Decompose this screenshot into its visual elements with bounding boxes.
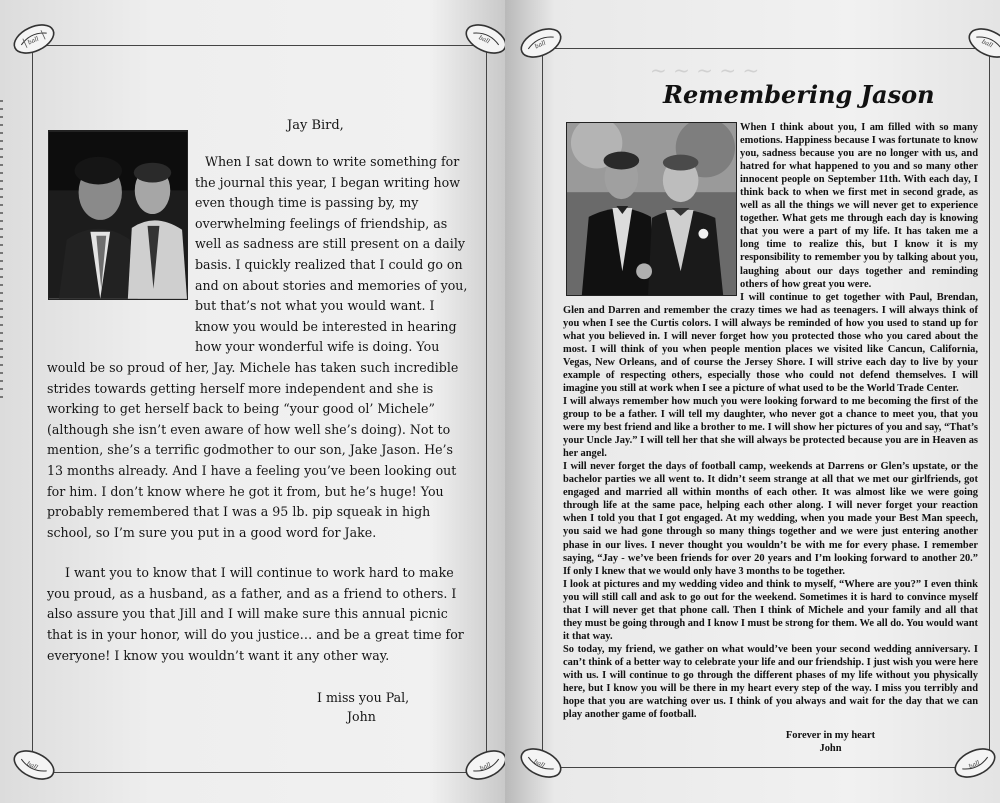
signoff-name: John	[819, 743, 842, 755]
letter-closing	[47, 688, 472, 726]
bleed-through-text: ~ ~ ~ ~ ~	[650, 58, 760, 82]
svg-text:ball: ball	[26, 35, 40, 47]
article-signoff	[563, 729, 978, 755]
svg-text:ball: ball	[532, 758, 546, 770]
article-body	[563, 121, 978, 755]
svg-text:ball: ball	[533, 39, 547, 51]
signature: John	[347, 709, 376, 725]
article-paragraph: I look at pictures and my wedding video and think to myself, “Where are you?” I even think you will still call and ask to go out for the weekend. Sometimes it is hard to convince myself that I will never get that phone call. Then I think of Michele and your family and all that they must be going through and I know I must be strong for them. We all do. You would want it that way.	[563, 578, 978, 642]
letter-paragraph: When I sat down to write something for the journal this year, I began writing how even though time is passing by, my overwhelming feelings of friendship, as well as sadness are still present on a daily basis. I quickly realized that I could go on and on about stories and memories of you, but that’s not what you would want. I know you would be interested in hearing how your wonderful wife is doing. You would be so proud of her, Jay. Michele has taken such incredible strides towards getting herself more independent and she is working to get herself back to being “your good ol’ Michele” (although she isn’t even aware of how well she’s doing). Not to mention, she’s a terrific godmother to our son, Jake Jason. He’s 13 months already. And I have a feeling you’ve been looking out for him. I don’t know where he got it from, but he’s huge! You probably remembered that I was a 95 lb. pip squeak in high school, so I’m sure you put in a good word for Jake.	[47, 154, 468, 540]
article-paragraph: So today, my friend, we gather on what would’ve been your second wedding anniversary. I can’t think of a better way to celebrate your life and our friendship. I just wish you were here with us. I will continue to go through the different phases of my life without you physically here, but I know you will be there in my heart every step of the way. I miss you terribly and hope that you are watching over us. I think of you always and wait for the day that we can play another game of football.	[563, 643, 978, 721]
signoff-line: Forever in my heart	[785, 730, 876, 742]
letter-greeting: Jay Bird,	[287, 118, 344, 133]
svg-text:ball: ball	[477, 34, 491, 46]
photo-wrap-space	[47, 152, 195, 347]
article-paragraph: I will always remember how much you were looking forward to me becoming the first of the group to be a father. I will tell my daughter, who never got a chance to meet you, that you were my best friend and like a brother to me. I will show her pictures of you and say, “That’s your Uncle Jay.” I will tell her that she will always be protected because you are in Heaven as her angel.	[563, 395, 978, 460]
photo-wrap-space	[563, 121, 740, 297]
letter-paragraph: I want you to know that I will continue to work hard to make you proud, as a husband, as a father, and as a friend to others. I also assure you that Jill and I will make sure this annual picnic that is in your honor, will do you justice… and be a great time for everyone! I know you wouldn’t want it any other way.	[47, 565, 464, 663]
svg-text:ball: ball	[967, 759, 981, 771]
article-paragraph: I will never forget the days of football camp, weekends at Darrens or Glen’s upstate, or the bachelor parties we all went to. It didn’t seem strange at all that we met our girlfriends, got engaged and married all within months of each other. It was almost like we were going through life at the same pace, helping each other along. I will never forget your reaction when I told you that I got engaged. At my wedding, when you made your Best Man speech, you said we had gone through so many things together and we were just entering another phase in our lives. I never thought you wouldn’t be with me for every phase. I remember saying, “Jay - we’ve been friends for over 20 years and I’m looking forward to another 20.” If only I knew that we would only have 3 months to be together.	[563, 461, 978, 577]
svg-text:ball: ball	[980, 38, 994, 50]
article-paragraph: When I think about you, I am filled with so many emotions. Happiness because I was fortunate to know you, sadness because you are no longer with us, and hatred for what happened to you and so many other innocent people on September 11th. With each day, I think back to when we first met in second grade, as well as all the things we will never get to experience together. What gets me through each day is knowing that you were a part of my life. It has taken me a long time to realize this, but I know it is my responsibility to remember you by talking about you, laughing about our days together and reminding others of how great you were.	[740, 122, 978, 290]
svg-text:ball: ball	[25, 760, 39, 772]
svg-text:ball: ball	[478, 761, 492, 773]
right-page	[505, 0, 1000, 803]
article-paragraph: I will continue to get together with Paul, Brendan, Glen and Darren and remember the crazy times we had as teenagers. I will always think of you when I see the Curtis colors. I will always be reminded of how you used to stand up for what you believed in. I will never forget how you protected those who you cared about the most. I will think of you when people mention places we visited like Cancun, California, Vegas, New Orleans, and of course the Jersey Shore. I will strive each day to live by your example of respecting others, especially those who could not defend themselves. I will imagine you still at work when I see a picture of what used to be the World Trade Center.	[563, 291, 978, 394]
letter-to-jay	[47, 110, 472, 726]
article-title: Remembering Jason	[663, 80, 935, 109]
binding-edge-marks	[0, 100, 3, 400]
closing-line: I miss you Pal,	[317, 690, 410, 706]
